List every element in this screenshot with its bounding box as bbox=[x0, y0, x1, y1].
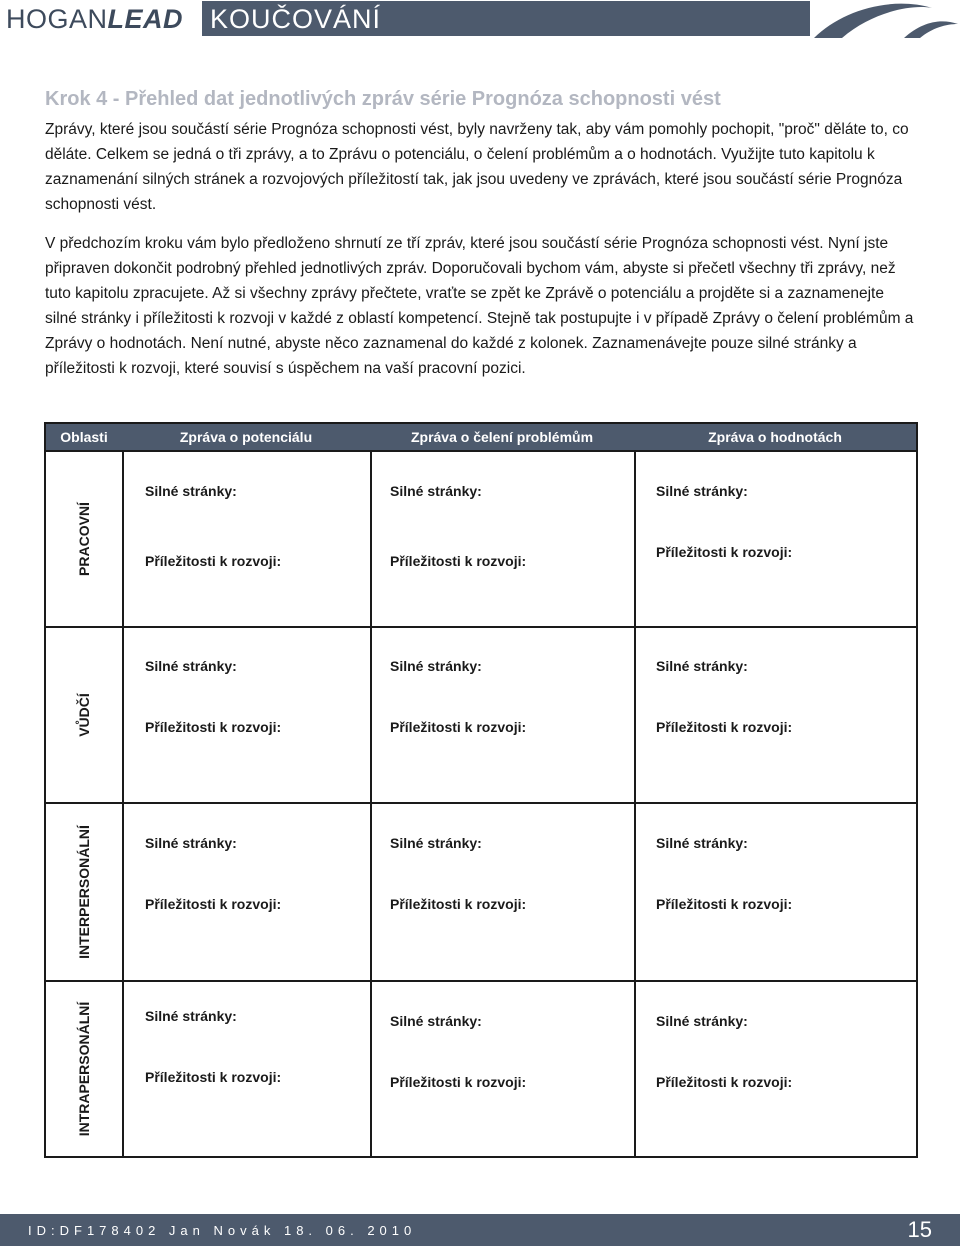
values-opportunities: Příležitosti k rozvoji: bbox=[656, 719, 793, 735]
row-label-cell bbox=[46, 452, 122, 626]
values-strengths: Silné stránky: bbox=[656, 835, 748, 851]
header-banner bbox=[202, 1, 810, 36]
instructions-paragraph: V předchozím kroku vám bylo předloženo shrnutí ze tří zpráv, které jsou součástí série Prognóza schopnosti vést. Nyní jste připraven dokončit podrobný přehled jednotlivých zpráv. Doporučovali bychom vám, abyste si přečetl všechny tři zprávy, než tuto kapitolu zpracujete. Až si všechny zprávy přečtete, vraťte se zpět ke Zprávě o potenciálu a projděte si a zaznamenejte silné stránky i příležitosti k rozvoji v každé z oblastí kompetencí. Stejně tak postupujte i v případě Zprávy o čelení problémům a Zprávy o hodnotách. Není nutné, abyste něco zaznamenal do každé z kolonek. Zaznamenávejte pouze silné stránky a příležitosti k rozvoji, které souvisí s úspěchem na vaší pracovní pozici. bbox=[45, 235, 914, 377]
challenge-opportunities: Příležitosti k rozvoji: bbox=[390, 553, 527, 569]
potential-strengths: Silné stránky: bbox=[145, 483, 237, 499]
table-header bbox=[46, 424, 916, 450]
values-strengths: Silné stránky: bbox=[656, 483, 748, 499]
challenge-opportunities: Příležitosti k rozvoji: bbox=[390, 896, 527, 912]
brand-hogan: HOGAN bbox=[6, 4, 108, 34]
potential-opportunities: Příležitosti k rozvoji: bbox=[145, 896, 282, 912]
header-areas: Oblasti bbox=[60, 429, 108, 445]
row-label-work: PRACOVNÍ bbox=[76, 502, 92, 576]
page-number: 15 bbox=[907, 1217, 932, 1242]
values-opportunities: Příležitosti k rozvoji: bbox=[656, 896, 793, 912]
row-label-cell bbox=[46, 804, 122, 980]
values-strengths: Silné stránky: bbox=[656, 658, 748, 674]
challenge-opportunities: Příležitosti k rozvoji: bbox=[390, 719, 527, 735]
row-label-cell bbox=[46, 628, 122, 802]
row-label-cell bbox=[46, 982, 122, 1156]
challenge-strengths: Silné stránky: bbox=[390, 483, 482, 499]
row-divider bbox=[46, 450, 916, 452]
potential-strengths: Silné stránky: bbox=[145, 658, 237, 674]
page-header bbox=[0, 0, 960, 38]
challenge-strengths: Silné stránky: bbox=[390, 658, 482, 674]
potential-opportunities: Příležitosti k rozvoji: bbox=[145, 719, 282, 735]
row-divider bbox=[46, 626, 916, 628]
brand-logo bbox=[6, 3, 183, 35]
potential-opportunities: Příležitosti k rozvoji: bbox=[145, 553, 282, 569]
potential-strengths: Silné stránky: bbox=[145, 835, 237, 851]
review-table bbox=[44, 422, 918, 1158]
logo-swoosh-icon bbox=[812, 0, 960, 38]
challenge-strengths: Silné stránky: bbox=[390, 835, 482, 851]
row-label-intrapersonal: INTRAPERSONÁLNÍ bbox=[76, 1001, 92, 1137]
section-title: Krok 4 - Přehled dat jednotlivých zpráv série Prognóza schopnosti vést bbox=[45, 88, 721, 110]
header-challenge-report: Zpráva o čelení problémům bbox=[410, 429, 594, 445]
banner-title: KOUČOVÁNÍ bbox=[210, 4, 382, 34]
footer-id: ID:DF178402 Jan Novák 18. 06. 2010 bbox=[28, 1223, 417, 1238]
row-label-interpersonal: INTERPERSONÁLNÍ bbox=[76, 825, 92, 959]
potential-strengths: Silné stránky: bbox=[145, 1008, 237, 1024]
values-strengths: Silné stránky: bbox=[656, 1013, 748, 1029]
brand-lead: LEAD bbox=[107, 4, 184, 34]
values-opportunities: Příležitosti k rozvoji: bbox=[656, 544, 793, 560]
header-values-report: Zpráva o hodnotách bbox=[708, 429, 842, 445]
row-label-leadership: VŮDČÍ bbox=[76, 693, 92, 737]
row-divider bbox=[46, 802, 916, 804]
challenge-strengths: Silné stránky: bbox=[390, 1013, 482, 1029]
row-divider bbox=[46, 980, 916, 982]
values-opportunities: Příležitosti k rozvoji: bbox=[656, 1074, 793, 1090]
header-potential-report: Zpráva o potenciálu bbox=[179, 429, 313, 445]
page-footer bbox=[0, 1214, 960, 1246]
intro-paragraph: Zprávy, které jsou součástí série Prognóza schopnosti vést, byly navrženy tak, aby vám pomohly pochopit, "proč" děláte to, co děláte. Celkem se jedná o tři zprávy, a to Zprávu o potenciálu, o čelení problémům a o hodnotách. Využijte tuto kapitolu k zaznamenání silných stránek a rozvojových příležitostí tak, jak jsou uvedeny ve zprávách, které jsou součástí série Prognóza schopnosti vést. bbox=[45, 121, 909, 213]
potential-opportunities: Příležitosti k rozvoji: bbox=[145, 1069, 282, 1085]
challenge-opportunities: Příležitosti k rozvoji: bbox=[390, 1074, 527, 1090]
